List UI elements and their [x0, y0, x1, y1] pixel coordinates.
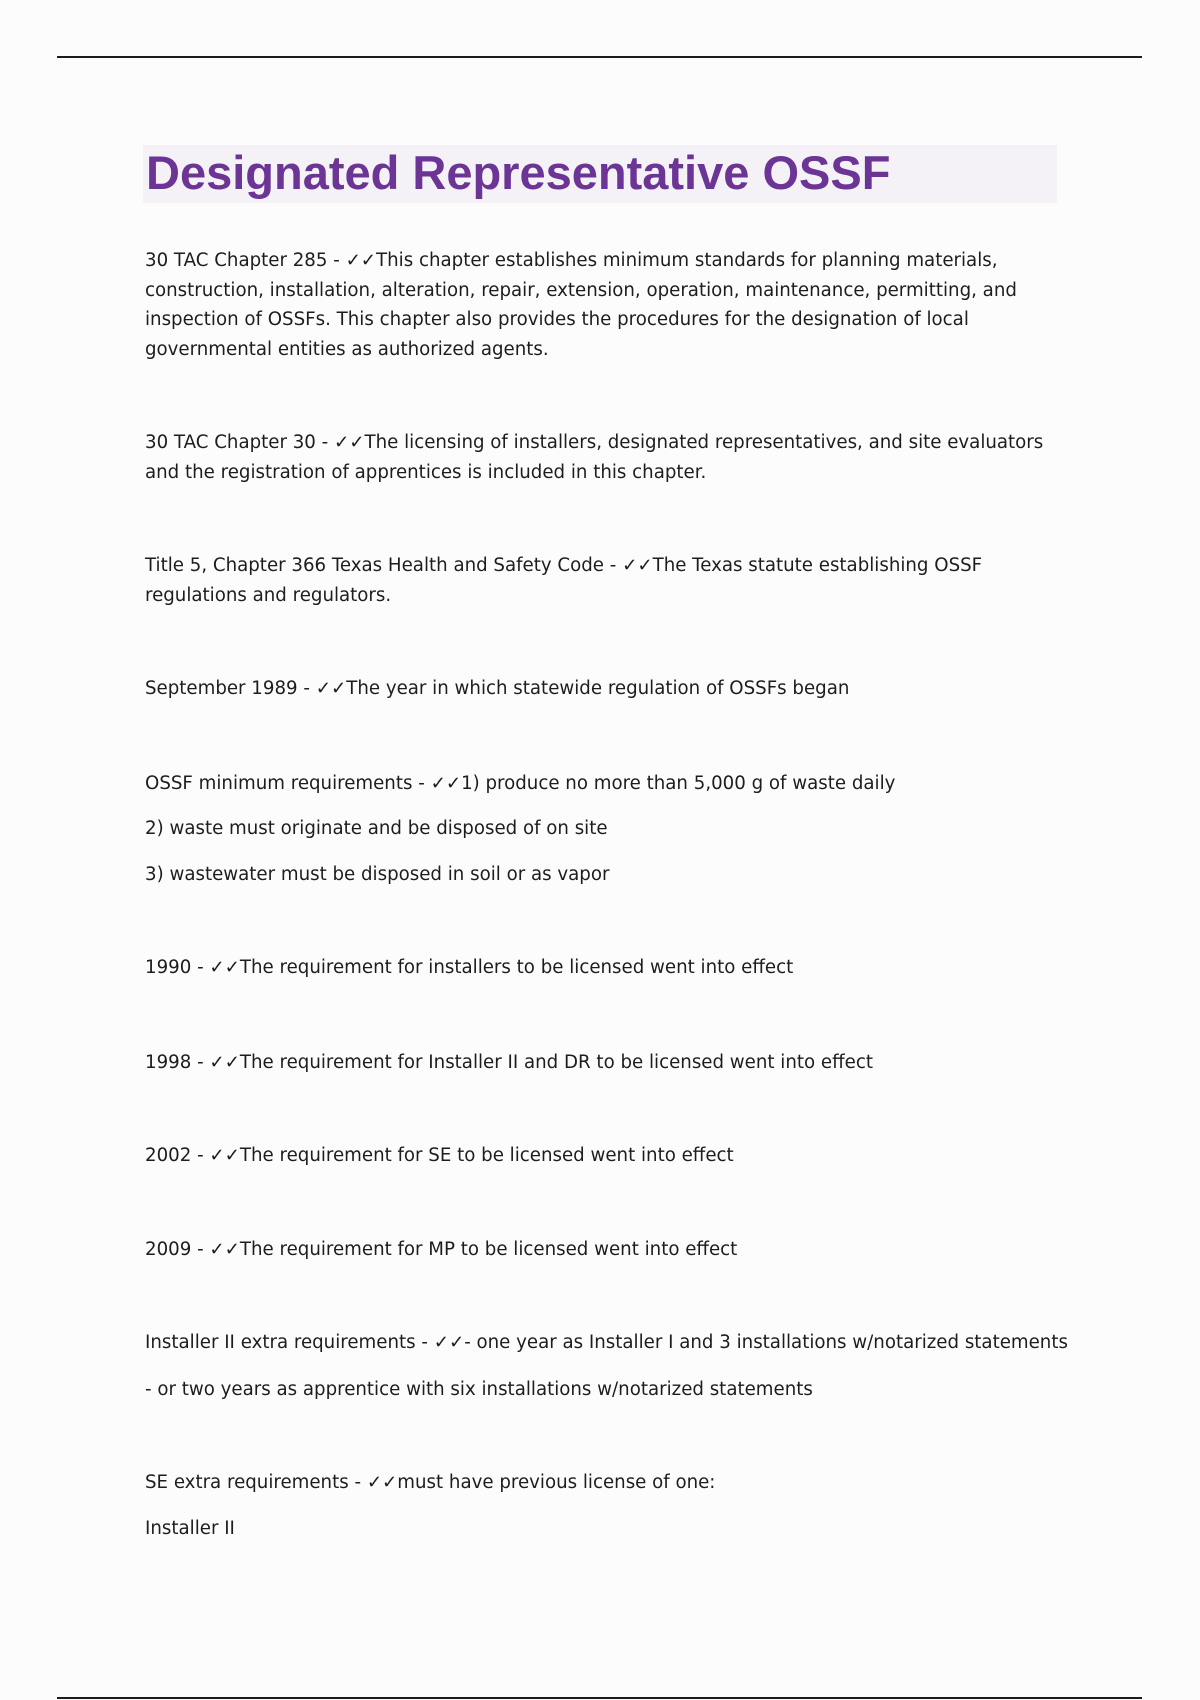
double-check-icon: ✓✓	[433, 1332, 465, 1353]
entry-term: 1998 -	[145, 1052, 210, 1073]
double-check-icon: ✓✓	[334, 432, 365, 453]
entry-definition-line: regulations and regulators.	[145, 585, 392, 606]
entry-term-line	[145, 674, 849, 704]
entry-definition-line: and the registration of apprentices is included in this chapter.	[145, 462, 707, 483]
entry-term-line	[145, 1141, 734, 1171]
entry-term: Title 5, Chapter 366 Texas Health and Safety Code -	[145, 555, 623, 576]
entry-definition-line: The requirement for installers to be licensed went into effect	[239, 957, 794, 978]
double-check-icon: ✓✓	[209, 1239, 240, 1260]
entry-term: Installer II extra requirements -	[145, 1332, 434, 1353]
entry-definition-line: The Texas statute establishing OSSF	[652, 555, 983, 576]
entry-term-line	[145, 953, 793, 983]
entry-definition-line: The requirement for Installer II and DR to be licensed went into effect	[239, 1052, 873, 1073]
entry-definition-line: - one year as Installer I and 3 installations w/notarized statements	[464, 1332, 1068, 1353]
entry-term: OSSF minimum requirements -	[145, 773, 431, 794]
double-check-icon: ✓✓	[622, 555, 653, 576]
entry-definition-line: inspection of OSSFs. This chapter also provides the procedures for the designation of local	[145, 309, 969, 330]
entry-term-line	[145, 246, 998, 276]
double-check-icon: ✓✓	[430, 773, 462, 794]
bottom-rule	[57, 1697, 1142, 1699]
entry-definition-line: 1) produce no more than 5,000 g of waste daily	[461, 773, 896, 794]
entry-definition-line: - or two years as apprentice with six installations w/notarized statements	[145, 1379, 813, 1400]
entry-term-line	[145, 428, 1043, 458]
double-check-icon: ✓✓	[209, 957, 240, 978]
double-check-icon: ✓✓	[209, 1145, 240, 1166]
entry-term-line	[145, 1235, 737, 1265]
double-check-icon: ✓✓	[345, 250, 377, 271]
document-title: Designated Representative OSSF	[146, 146, 891, 199]
entry-term-line	[145, 1468, 715, 1498]
double-check-icon: ✓✓	[315, 678, 347, 699]
top-rule	[57, 56, 1142, 58]
entry-definition-line: 3) wastewater must be disposed in soil or as vapor	[145, 864, 610, 885]
entry-definition-line: The requirement for SE to be licensed went into effect	[239, 1145, 734, 1166]
entry-term-line	[145, 1048, 873, 1078]
entry-definition-line: This chapter establishes minimum standards for planning materials,	[376, 250, 998, 271]
entry-definition-line: The year in which statewide regulation of OSSFs began	[346, 678, 850, 699]
entry-definition-line: must have previous license of one:	[397, 1472, 716, 1493]
entry-term: SE extra requirements -	[145, 1472, 367, 1493]
entry-term-line	[145, 551, 982, 581]
entry-term: 1990 -	[145, 957, 210, 978]
entry-term: 2002 -	[145, 1145, 210, 1166]
entry-definition-line: governmental entities as authorized agents.	[145, 339, 549, 360]
entry-term: 30 TAC Chapter 30 -	[145, 432, 334, 453]
double-check-icon: ✓✓	[366, 1472, 398, 1493]
entry-term-line	[145, 1328, 1068, 1358]
entry-term: 2009 -	[145, 1239, 210, 1260]
entry-definition-line: The requirement for MP to be licensed went into effect	[239, 1239, 738, 1260]
entry-term-line	[145, 769, 895, 799]
double-check-icon: ✓✓	[209, 1052, 240, 1073]
entry-definition-line: construction, installation, alteration, repair, extension, operation, maintenance, permitting, and	[145, 280, 1017, 301]
entry-term: September 1989 -	[145, 678, 316, 699]
entry-term: 30 TAC Chapter 285 -	[145, 250, 346, 271]
entry-definition-line: Installer II	[145, 1518, 235, 1539]
entry-definition-line: The licensing of installers, designated representatives, and site evaluators	[364, 432, 1044, 453]
entry-definition-line: 2) waste must originate and be disposed of on site	[145, 818, 608, 839]
